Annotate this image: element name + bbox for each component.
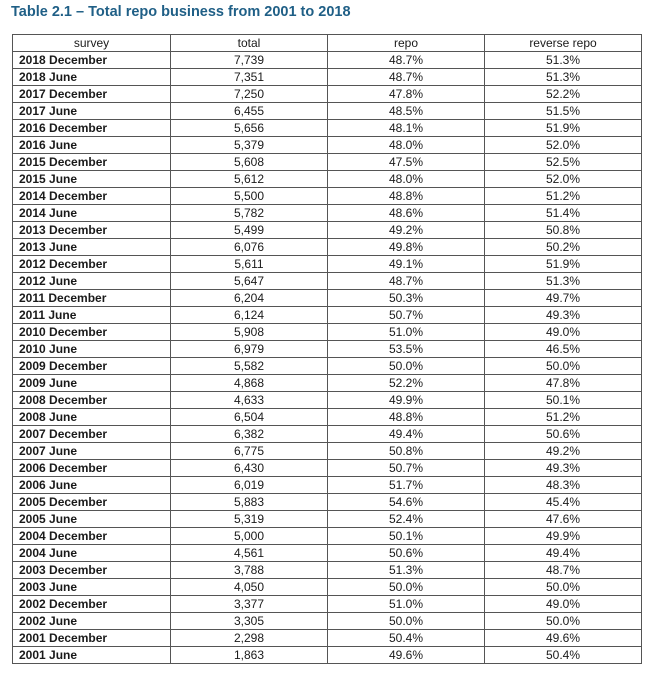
repo-cell: 53.5% — [328, 341, 485, 358]
survey-cell: 2004 June — [13, 545, 171, 562]
total-cell: 5,500 — [171, 188, 328, 205]
table-row — [13, 307, 642, 324]
table-row — [13, 69, 642, 86]
survey-cell: 2018 June — [13, 69, 171, 86]
total-cell: 5,319 — [171, 511, 328, 528]
repo-cell: 48.6% — [328, 205, 485, 222]
repo-cell: 48.8% — [328, 188, 485, 205]
table-row — [13, 375, 642, 392]
reverse-repo-cell: 52.0% — [485, 137, 642, 154]
survey-cell: 2006 December — [13, 460, 171, 477]
reverse-repo-cell: 47.8% — [485, 375, 642, 392]
total-cell: 6,382 — [171, 426, 328, 443]
table-row — [13, 341, 642, 358]
reverse-repo-cell: 48.3% — [485, 477, 642, 494]
survey-cell: 2002 June — [13, 613, 171, 630]
total-cell: 3,788 — [171, 562, 328, 579]
table-row — [13, 511, 642, 528]
table-row — [13, 596, 642, 613]
repo-cell: 51.3% — [328, 562, 485, 579]
total-cell: 5,612 — [171, 171, 328, 188]
table-row — [13, 205, 642, 222]
survey-cell: 2011 December — [13, 290, 171, 307]
reverse-repo-cell: 48.7% — [485, 562, 642, 579]
survey-cell: 2009 June — [13, 375, 171, 392]
reverse-repo-cell: 49.7% — [485, 290, 642, 307]
reverse-repo-cell: 51.5% — [485, 103, 642, 120]
survey-cell: 2008 June — [13, 409, 171, 426]
total-cell: 4,633 — [171, 392, 328, 409]
total-cell: 6,204 — [171, 290, 328, 307]
survey-cell: 2008 December — [13, 392, 171, 409]
total-cell: 5,782 — [171, 205, 328, 222]
table-row — [13, 222, 642, 239]
repo-cell: 50.0% — [328, 358, 485, 375]
total-cell: 7,351 — [171, 69, 328, 86]
repo-cell: 48.7% — [328, 273, 485, 290]
reverse-repo-cell: 49.6% — [485, 630, 642, 647]
reverse-repo-cell: 51.2% — [485, 188, 642, 205]
reverse-repo-cell: 49.9% — [485, 528, 642, 545]
repo-cell: 48.0% — [328, 171, 485, 188]
repo-cell: 49.6% — [328, 647, 485, 664]
survey-cell: 2016 December — [13, 120, 171, 137]
reverse-repo-cell: 51.3% — [485, 69, 642, 86]
survey-cell: 2007 June — [13, 443, 171, 460]
repo-cell: 51.7% — [328, 477, 485, 494]
survey-cell: 2003 June — [13, 579, 171, 596]
table-row — [13, 239, 642, 256]
repo-cell: 50.6% — [328, 545, 485, 562]
table-row — [13, 562, 642, 579]
table-row — [13, 545, 642, 562]
total-cell: 2,298 — [171, 630, 328, 647]
reverse-repo-cell: 49.2% — [485, 443, 642, 460]
total-cell: 6,979 — [171, 341, 328, 358]
table-row — [13, 579, 642, 596]
repo-cell: 49.2% — [328, 222, 485, 239]
table-title: Table 2.1 – Total repo business from 2001 to 2018 — [11, 4, 351, 20]
repo-cell: 47.5% — [328, 154, 485, 171]
survey-cell: 2012 June — [13, 273, 171, 290]
total-cell: 3,377 — [171, 596, 328, 613]
total-cell: 5,611 — [171, 256, 328, 273]
repo-cell: 51.0% — [328, 324, 485, 341]
total-cell: 6,124 — [171, 307, 328, 324]
table-row — [13, 528, 642, 545]
repo-cell: 52.2% — [328, 375, 485, 392]
repo-cell: 47.8% — [328, 86, 485, 103]
total-cell: 4,561 — [171, 545, 328, 562]
reverse-repo-cell: 51.3% — [485, 273, 642, 290]
reverse-repo-cell: 45.4% — [485, 494, 642, 511]
table-row — [13, 443, 642, 460]
survey-cell: 2001 December — [13, 630, 171, 647]
repo-cell: 48.8% — [328, 409, 485, 426]
table-row — [13, 426, 642, 443]
total-cell: 6,076 — [171, 239, 328, 256]
total-cell: 6,455 — [171, 103, 328, 120]
reverse-repo-cell: 46.5% — [485, 341, 642, 358]
table-row — [13, 154, 642, 171]
survey-cell: 2014 December — [13, 188, 171, 205]
reverse-repo-cell: 50.1% — [485, 392, 642, 409]
table-row — [13, 647, 642, 664]
table-row — [13, 494, 642, 511]
reverse-repo-cell: 52.0% — [485, 171, 642, 188]
column-header-reverse-repo: reverse repo — [485, 35, 642, 52]
total-cell: 5,379 — [171, 137, 328, 154]
table-row — [13, 460, 642, 477]
repo-cell: 48.7% — [328, 69, 485, 86]
table-row — [13, 137, 642, 154]
table-row — [13, 324, 642, 341]
total-cell: 1,863 — [171, 647, 328, 664]
survey-cell: 2005 December — [13, 494, 171, 511]
reverse-repo-cell: 51.9% — [485, 256, 642, 273]
reverse-repo-cell: 49.0% — [485, 324, 642, 341]
table-row — [13, 409, 642, 426]
total-cell: 7,739 — [171, 52, 328, 69]
table-row — [13, 630, 642, 647]
total-cell: 4,868 — [171, 375, 328, 392]
survey-cell: 2004 December — [13, 528, 171, 545]
survey-cell: 2001 June — [13, 647, 171, 664]
table-header-row — [13, 35, 642, 52]
repo-cell: 50.7% — [328, 307, 485, 324]
survey-cell: 2015 December — [13, 154, 171, 171]
table-row — [13, 256, 642, 273]
repo-cell: 48.0% — [328, 137, 485, 154]
column-header-repo: repo — [328, 35, 485, 52]
total-cell: 5,908 — [171, 324, 328, 341]
table-row — [13, 120, 642, 137]
total-cell: 3,305 — [171, 613, 328, 630]
column-header-survey: survey — [13, 35, 171, 52]
total-cell: 5,608 — [171, 154, 328, 171]
total-cell: 7,250 — [171, 86, 328, 103]
survey-cell: 2017 December — [13, 86, 171, 103]
reverse-repo-cell: 50.0% — [485, 613, 642, 630]
table-row — [13, 103, 642, 120]
repo-cell: 54.6% — [328, 494, 485, 511]
reverse-repo-cell: 51.4% — [485, 205, 642, 222]
repo-cell: 48.7% — [328, 52, 485, 69]
repo-cell: 50.7% — [328, 460, 485, 477]
total-cell: 6,775 — [171, 443, 328, 460]
repo-cell: 50.0% — [328, 613, 485, 630]
repo-cell: 50.3% — [328, 290, 485, 307]
reverse-repo-cell: 49.3% — [485, 460, 642, 477]
table-row — [13, 613, 642, 630]
reverse-repo-cell: 50.8% — [485, 222, 642, 239]
total-cell: 5,499 — [171, 222, 328, 239]
survey-cell: 2002 December — [13, 596, 171, 613]
repo-cell: 50.0% — [328, 579, 485, 596]
reverse-repo-cell: 49.3% — [485, 307, 642, 324]
total-cell: 5,656 — [171, 120, 328, 137]
survey-cell: 2005 June — [13, 511, 171, 528]
survey-cell: 2003 December — [13, 562, 171, 579]
reverse-repo-cell: 50.0% — [485, 358, 642, 375]
survey-cell: 2009 December — [13, 358, 171, 375]
column-header-total: total — [171, 35, 328, 52]
reverse-repo-cell: 50.2% — [485, 239, 642, 256]
table-row — [13, 171, 642, 188]
survey-cell: 2010 December — [13, 324, 171, 341]
survey-cell: 2017 June — [13, 103, 171, 120]
survey-cell: 2012 December — [13, 256, 171, 273]
reverse-repo-cell: 52.2% — [485, 86, 642, 103]
reverse-repo-cell: 49.0% — [485, 596, 642, 613]
repo-cell: 49.4% — [328, 426, 485, 443]
total-cell: 5,582 — [171, 358, 328, 375]
reverse-repo-cell: 50.4% — [485, 647, 642, 664]
reverse-repo-cell: 49.4% — [485, 545, 642, 562]
reverse-repo-cell: 52.5% — [485, 154, 642, 171]
survey-cell: 2014 June — [13, 205, 171, 222]
survey-cell: 2011 June — [13, 307, 171, 324]
reverse-repo-cell: 51.9% — [485, 120, 642, 137]
table-row — [13, 392, 642, 409]
repo-cell: 48.1% — [328, 120, 485, 137]
reverse-repo-cell: 47.6% — [485, 511, 642, 528]
repo-cell: 51.0% — [328, 596, 485, 613]
survey-cell: 2016 June — [13, 137, 171, 154]
reverse-repo-cell: 51.3% — [485, 52, 642, 69]
survey-cell: 2015 June — [13, 171, 171, 188]
total-cell: 4,050 — [171, 579, 328, 596]
table-row — [13, 188, 642, 205]
survey-cell: 2013 June — [13, 239, 171, 256]
total-cell: 5,000 — [171, 528, 328, 545]
reverse-repo-cell: 50.0% — [485, 579, 642, 596]
survey-cell: 2006 June — [13, 477, 171, 494]
repo-cell: 52.4% — [328, 511, 485, 528]
table-row — [13, 290, 642, 307]
total-cell: 6,019 — [171, 477, 328, 494]
repo-cell: 50.8% — [328, 443, 485, 460]
table-row — [13, 86, 642, 103]
repo-cell: 49.8% — [328, 239, 485, 256]
repo-cell: 49.9% — [328, 392, 485, 409]
survey-cell: 2010 June — [13, 341, 171, 358]
table-row — [13, 358, 642, 375]
total-cell: 6,430 — [171, 460, 328, 477]
total-cell: 5,647 — [171, 273, 328, 290]
total-cell: 6,504 — [171, 409, 328, 426]
survey-cell: 2007 December — [13, 426, 171, 443]
repo-cell: 50.1% — [328, 528, 485, 545]
survey-cell: 2013 December — [13, 222, 171, 239]
survey-cell: 2018 December — [13, 52, 171, 69]
table-row — [13, 477, 642, 494]
repo-cell: 50.4% — [328, 630, 485, 647]
table-row — [13, 273, 642, 290]
reverse-repo-cell: 50.6% — [485, 426, 642, 443]
repo-cell: 49.1% — [328, 256, 485, 273]
total-cell: 5,883 — [171, 494, 328, 511]
table-row — [13, 52, 642, 69]
repo-cell: 48.5% — [328, 103, 485, 120]
repo-business-table — [12, 34, 642, 664]
reverse-repo-cell: 51.2% — [485, 409, 642, 426]
